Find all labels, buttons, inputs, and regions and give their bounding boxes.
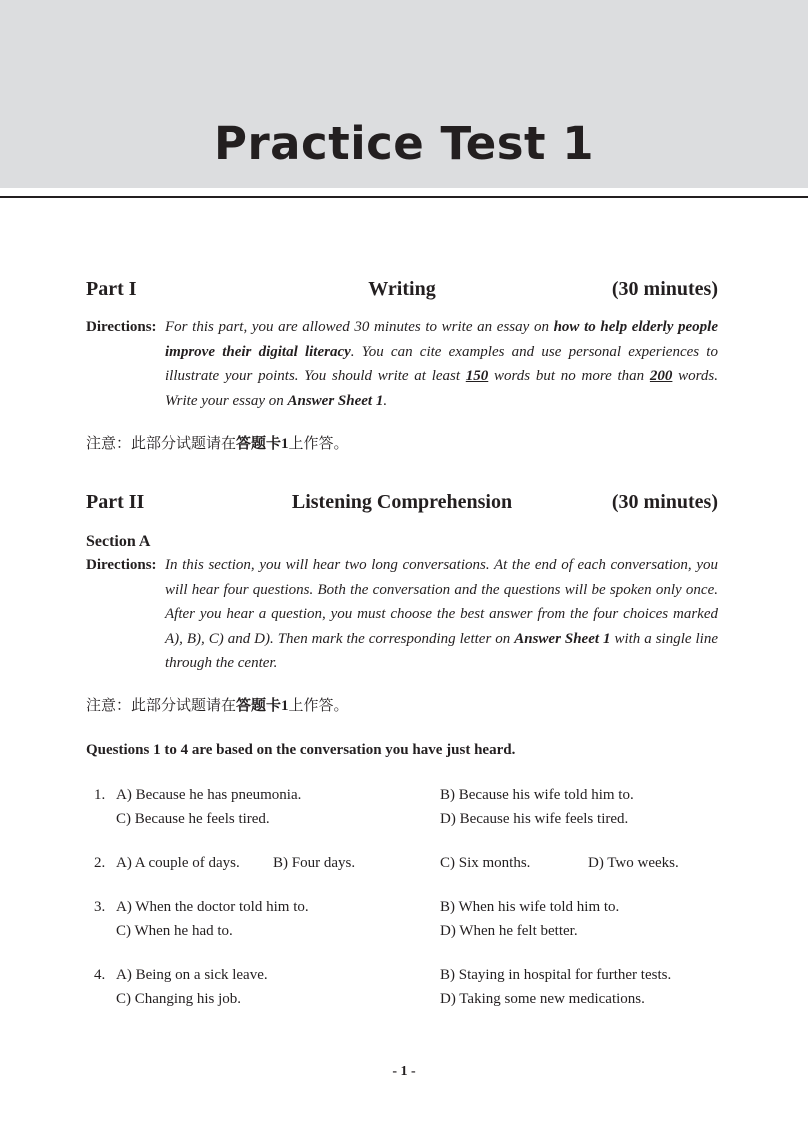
- question-number: 4.: [94, 967, 106, 983]
- min-words: 150: [465, 368, 489, 384]
- option-d: D) Taking some new medications.: [440, 991, 645, 1007]
- note-text: 上作答。: [288, 698, 349, 714]
- directions-text: [165, 315, 718, 413]
- part1-note: [86, 433, 349, 455]
- text-segment: words. Write your essay on: [165, 368, 719, 409]
- option-a: A) Being on a sick leave.: [116, 967, 268, 983]
- part2-note: [86, 695, 349, 717]
- option-b: B) Because his wife told him to.: [440, 787, 634, 803]
- option-b: B) Four days.: [273, 855, 356, 871]
- text-segment: For this part, you are allowed 30 minutes to write an essay on: [165, 319, 554, 335]
- directions-text: [165, 553, 718, 676]
- question-number: 1.: [94, 787, 106, 803]
- part2-directions: [86, 553, 718, 676]
- question-number: 2.: [94, 855, 106, 871]
- note-text: 注意：此部分试题请在: [86, 436, 237, 452]
- option-a: A) A couple of days.: [116, 855, 240, 871]
- part2-label: Part II: [86, 491, 145, 513]
- option-a: A) Because he has pneumonia.: [116, 787, 302, 803]
- text-segment: .: [383, 392, 388, 409]
- option-a: A) When the doctor told him to.: [116, 899, 309, 915]
- max-words: 200: [649, 368, 673, 384]
- part1-time: (30 minutes): [611, 278, 718, 300]
- essay-topic: how to help elderly people improve their digital literacy: [165, 319, 718, 360]
- directions-label: Directions:: [86, 319, 157, 335]
- question-number: 3.: [94, 899, 106, 915]
- section-a-heading: Section A: [86, 533, 151, 550]
- text-segment: words but no more than: [488, 368, 650, 384]
- option-d: D) Because his wife feels tired.: [440, 811, 629, 827]
- part2-time: (30 minutes): [611, 491, 718, 513]
- note-answer-card: 答题卡1: [236, 436, 289, 452]
- part1-directions: [86, 315, 718, 413]
- option-d: D) Two weeks.: [588, 855, 679, 871]
- note-answer-card: 答题卡1: [236, 698, 289, 714]
- part2-name: Listening Comprehension: [291, 491, 513, 513]
- option-c: C) Six months.: [440, 855, 531, 871]
- text-segment: . You can cite examples and use personal experiences to illustrate your points. You should write at least: [165, 343, 718, 384]
- part2-heading: [86, 489, 718, 515]
- questions-heading: Questions 1 to 4 are based on the conversation you have just heard.: [86, 742, 516, 758]
- part1-label: Part I: [86, 278, 137, 300]
- page-number: - 1 -: [392, 1064, 416, 1079]
- answer-sheet-ref: Answer Sheet 1: [287, 392, 384, 409]
- note-text: 上作答。: [288, 436, 349, 452]
- option-b: B) Staying in hospital for further tests.: [440, 967, 672, 983]
- option-c: C) Changing his job.: [116, 991, 242, 1007]
- text-segment: In this section, you will hear two long conversations. At the end of each conversation, you will hear four questions. Both the conversation and the questions will be spoken only once. After you hear a question, you must choose the best answer from the four choices marked A), B), C) and D). Then mark the corresponding letter on: [165, 557, 718, 647]
- option-d: D) When he felt better.: [440, 923, 578, 939]
- part1-heading: [86, 276, 718, 302]
- option-c: C) When he had to.: [116, 923, 233, 939]
- text-segment: with a single line through the center.: [165, 630, 719, 671]
- page-title: Practice Test 1: [213, 117, 595, 170]
- option-c: C) Because he feels tired.: [116, 811, 270, 827]
- directions-label: Directions:: [86, 557, 157, 573]
- header-divider: [0, 196, 808, 198]
- option-b: B) When his wife told him to.: [440, 899, 620, 915]
- note-text: 注意：此部分试题请在: [86, 698, 237, 714]
- answer-sheet-ref: Answer Sheet 1: [514, 630, 611, 647]
- part1-name: Writing: [368, 278, 436, 300]
